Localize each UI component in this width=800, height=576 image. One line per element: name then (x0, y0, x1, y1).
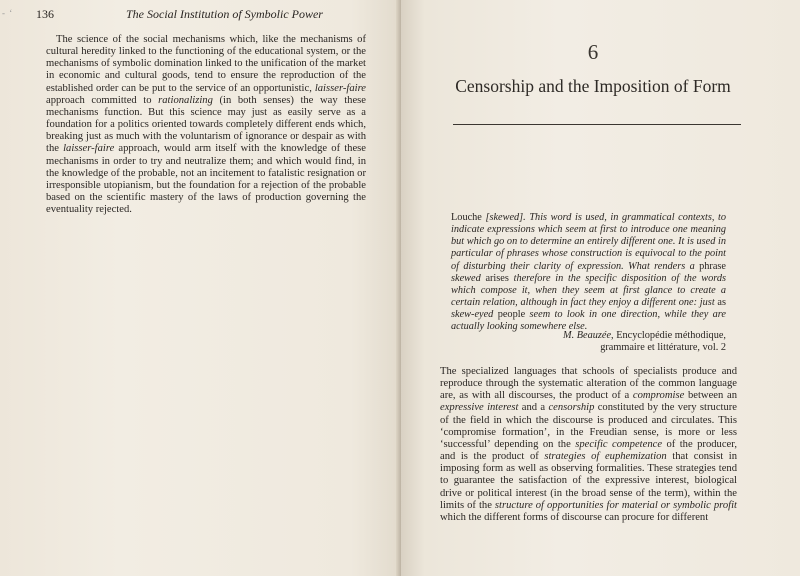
right-text-segment: that consist in imposing form as well as observing formalities. These strategies tend to guarantee the satisfaction of the expressive interest, biological drive or political interest (in the broad sense of the term), within the limits of the (440, 451, 738, 511)
right-text-italic: strategies of euphemization (544, 451, 667, 463)
epigraph-italic: skewed (451, 272, 486, 284)
right-text-segment: The specialized languages that schools of specialists produce and reproduce through the systematic alteration of the common language are, as with all discourses, the product of a (440, 366, 737, 402)
epigraph-segment: as (717, 297, 726, 309)
epigraph (451, 212, 726, 334)
epigraph-segment: Louche (451, 212, 486, 223)
right-text-segment: which the different forms of discourse can procure for different (440, 511, 709, 523)
right-text-italic: specific competence (575, 438, 663, 450)
epigraph-attribution (451, 330, 726, 354)
right-text-italic: structure of opportunities for material or symbolic profit (494, 499, 737, 511)
right-paragraph (440, 366, 737, 524)
edge-mark: - ‘ (2, 8, 14, 18)
left-text-italic: rationalizing (158, 94, 213, 106)
attribution-line (451, 330, 726, 342)
chapter-number: 6 (587, 40, 599, 64)
right-text-segment: constituted by the very structure of the field in which the discourse is produced and circulates. This ‘compromise formation’, in the Freudian sense, is more or less ‘successful’ depending on the (440, 402, 737, 450)
attribution-author: M. Beauzée (563, 330, 612, 341)
left-text-segment: (in both senses) the way these mechanisms function. But this science may just as easily serve as a foundation for a politics oriented towards completely different ends which, breaking just as much with the voluntarism of ignorance or despair as with the (46, 94, 366, 155)
running-head-title: The Social Institution of Symbolic Power (126, 7, 323, 21)
attribution-source: , Encyclopédie méthodique, (611, 330, 726, 341)
left-text-segment: approach, would arm itself with the knowledge of these mechanisms in order to try and neutralize them; and which would find, in the knowledge of the probable, not an incitement to fatalistic resignation or irresponsible utopianism, but the foundation for a rejection of the probable based on the scientific mastery of the laws of production governing the eventuality rejected. (46, 143, 367, 216)
right-text-italic: censorship (548, 402, 595, 414)
epigraph-italic: skew-eyed (451, 309, 498, 321)
right-text-segment: between an (684, 390, 738, 402)
epigraph-italic: seem to look in one direction, while they are actually looking somewhere else. (451, 309, 726, 333)
epigraph-segment: phrase (699, 260, 726, 272)
left-text-italic: laisser-faire (314, 82, 366, 94)
title-rule (453, 124, 741, 125)
left-page (0, 0, 399, 576)
left-text-segment: The science of the social mechanisms which, like the mechanisms of cultural heredity linked to the functioning of the educational system, or the mechanisms of symbolic domination linked to the unification of the market in economic and cultural goods, tend to ensure the reproduction of the established order can be put to the service of an opportunistic, (46, 34, 366, 94)
right-text-segment: of the producer, and is the product of (440, 438, 737, 463)
left-text-segment: approach committed to (46, 94, 159, 106)
left-paragraph (46, 34, 366, 216)
right-text-segment: and a (518, 402, 549, 414)
chapter-title: Censorship and the Imposition of Form (455, 76, 731, 96)
epigraph-segment: people (497, 309, 526, 321)
attribution-source-line: grammaire et littérature, vol. 2 (600, 342, 726, 354)
epigraph-segment: arises (485, 272, 509, 284)
epigraph-italic: [skewed]. This word is used, in grammatical contexts, to indicate expressions which seem at first to introduce one meaning but which go on to determine an entirely different one. It is used in particular of phrases whose construction is equivocal to the point of disturbing their clarity of expression. What renders a (451, 212, 726, 272)
right-text-italic: compromise (632, 390, 685, 402)
page-number: 136 (36, 7, 54, 21)
right-text-italic: expressive interest (440, 402, 519, 414)
left-text-italic: laisser-faire (63, 143, 115, 155)
epigraph-italic: therefore in the specific disposition of the words which compose it, when they seem at first glance to create a certain relation, although in fact they enjoy a different one: just (451, 272, 727, 309)
